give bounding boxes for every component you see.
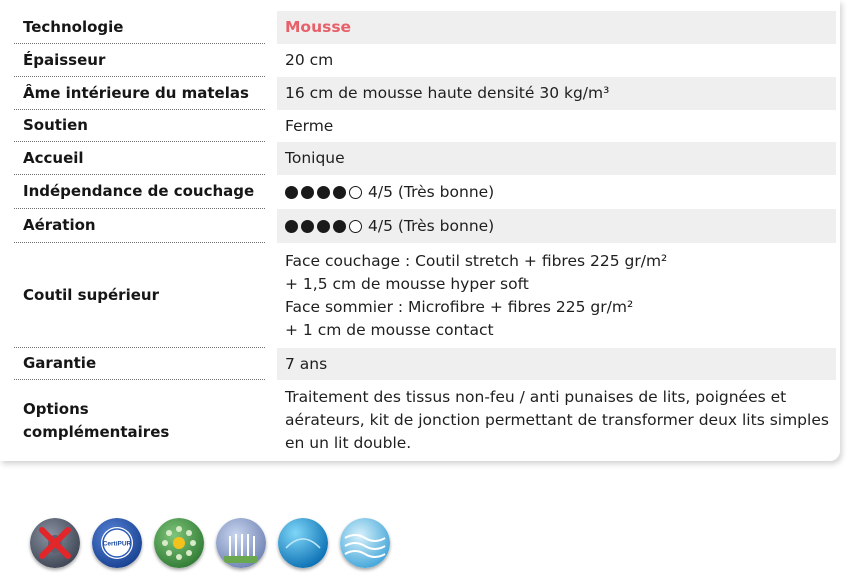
options-line: aérateurs, kit de jonction permettant de transformer deux lits simples xyxy=(285,411,829,429)
spec-row-garantie xyxy=(0,348,836,380)
coutil-line: + 1,5 cm de mousse hyper soft xyxy=(285,274,529,293)
spec-label: Technologie xyxy=(14,11,265,44)
rating-dot-filled xyxy=(333,220,346,233)
blue-dome-icon xyxy=(278,518,328,568)
rating-dot-filled xyxy=(285,220,298,233)
spec-row-coutil xyxy=(0,243,836,348)
spec-label: Soutien xyxy=(14,110,265,142)
spec-value: 16 cm de mousse haute densité 30 kg/m³ xyxy=(277,77,836,110)
spec-label: Accueil xyxy=(14,142,265,175)
options-lines xyxy=(285,386,829,455)
rating-dot-empty xyxy=(349,220,362,233)
anti-bedbug-icon xyxy=(30,518,80,568)
spec-value xyxy=(277,175,836,209)
rating-dot-filled xyxy=(285,186,298,199)
spec-row-soutien xyxy=(0,110,836,142)
spec-row-accueil xyxy=(0,142,836,175)
feature-badges xyxy=(30,518,390,568)
ventilation-icon xyxy=(216,518,266,568)
rating-dots xyxy=(285,186,362,199)
rating-dot-filled xyxy=(317,186,330,199)
spec-value: 7 ans xyxy=(277,348,836,380)
coutil-line: + 1 cm de mousse contact xyxy=(285,320,494,339)
rating-text: 4/5 (Très bonne) xyxy=(368,216,495,235)
certipur-icon xyxy=(92,518,142,568)
rating-dot-filled xyxy=(301,186,314,199)
spec-row-options xyxy=(0,380,836,461)
rating-dot-empty xyxy=(349,186,362,199)
coutil-line: Face couchage : Coutil stretch + fibres 225 gr/m² xyxy=(285,251,668,270)
spec-row-epaisseur xyxy=(0,44,836,77)
spec-label: Épaisseur xyxy=(14,44,265,77)
spec-value: Tonique xyxy=(277,142,836,175)
options-label-line: Options xyxy=(23,399,89,418)
options-label-line: complémentaires xyxy=(23,422,170,441)
rating-text: 4/5 (Très bonne) xyxy=(368,182,495,201)
spec-value: 20 cm xyxy=(285,51,334,69)
spec-label: Garantie xyxy=(14,348,265,380)
spec-row-ame-interieure xyxy=(0,77,836,110)
spec-value xyxy=(277,209,836,243)
coutil-lines xyxy=(285,250,667,342)
wave-fabric-icon xyxy=(340,518,390,568)
spec-label: Aération xyxy=(14,209,265,243)
certipur-text: CertiPUR xyxy=(102,540,132,548)
spec-row-independance xyxy=(0,175,836,209)
spec-label xyxy=(14,380,265,461)
natural-fibers-icon xyxy=(154,518,204,568)
rating-dot-filled xyxy=(333,186,346,199)
spec-label: Coutil supérieur xyxy=(14,243,265,348)
spec-label: Âme intérieure du matelas xyxy=(14,77,265,110)
spec-row-aeration xyxy=(0,209,836,243)
spec-value: Mousse xyxy=(277,11,836,44)
spec-value xyxy=(277,243,836,348)
coutil-line: Face sommier : Microfibre + fibres 225 gr/m² xyxy=(285,297,634,316)
options-line: en un lit double. xyxy=(285,434,412,452)
options-line: Traitement des tissus non-feu / anti punaises de lits, poignées et xyxy=(285,388,787,406)
rating-dot-filled xyxy=(317,220,330,233)
rating-dot-filled xyxy=(301,220,314,233)
rating-dots xyxy=(285,220,362,233)
spec-label: Indépendance de couchage xyxy=(14,175,265,209)
spec-row-technologie xyxy=(0,11,836,44)
spec-value: Ferme xyxy=(285,116,334,135)
spec-value xyxy=(277,380,836,461)
